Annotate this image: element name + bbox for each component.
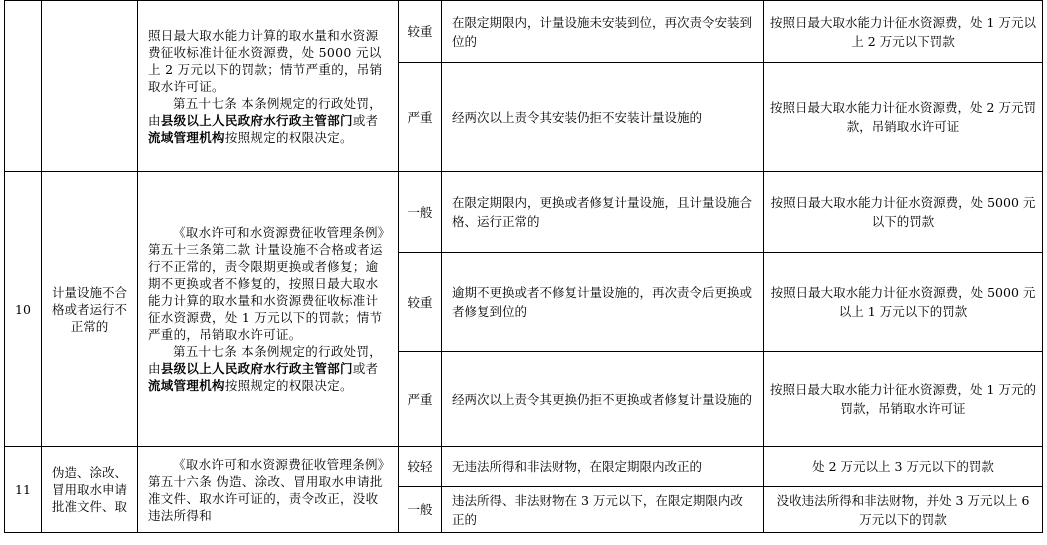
item-name-cell — [42, 1, 138, 172]
severity-level: 较轻 — [399, 447, 442, 487]
table-row — [5, 1, 1043, 63]
basis-paragraph: 照日最大取水能力计算的取水量和水资源费征收标准计征水资源费，处 5000 元以上 2 万元以下的罚款；情节严重的，吊销取水许可证。 — [148, 27, 383, 94]
penalty-standard: 按照日最大取水能力计征水资源费，处 1 万元以上 2 万元以下罚款 — [764, 1, 1043, 63]
basis-paragraph-authority — [148, 343, 391, 394]
severity-level: 一般 — [399, 487, 442, 533]
item-number: 10 — [5, 172, 42, 447]
violation-situation: 经两次以上责令其安装仍拒不安装计量设施的 — [442, 63, 764, 172]
basis-bold-text: 流域管理机构 — [148, 378, 225, 393]
legal-basis-cell — [138, 1, 399, 172]
item-number-cell — [5, 1, 42, 172]
basis-text: 第五十七条 本条例规定的行政处罚，由 — [148, 344, 383, 376]
basis-paragraph: 《取水许可和水资源费征收管理条例》第五十三条第二款 计量设施不合格或者运行不正常的，责令限期更换或者修复；逾期不更换或者不修复的，按照日最大取水能力计算的取水量和水资源费征收标准计征水资源费，处 1 万元以下的罚款；情节严重的，吊销取水许可证。 — [148, 225, 391, 342]
item-name: 伪造、涂改、冒用取水申请批准文件、取 — [42, 447, 138, 533]
basis-paragraph-authority — [148, 95, 391, 146]
penalty-standard-table — [4, 0, 1043, 533]
basis-paragraph: 《取水许可和水资源费征收管理条例》第五十六条 伪造、涂改、冒用取水申请批准文件、取水许可证的，责令改正，没收违法所得和 — [148, 456, 391, 523]
basis-text: 或者 — [352, 361, 379, 376]
basis-bold-text: 流域管理机构 — [148, 129, 225, 145]
severity-level: 严重 — [399, 63, 442, 172]
penalty-standard: 按照日最大取水能力计征水资源费，处 2 万元罚款，吊销取水许可证 — [764, 63, 1043, 172]
penalty-standard: 没收违法所得和非法财物，并处 3 万元以上 6 万元以下的罚款 — [764, 487, 1043, 533]
table-row — [5, 447, 1043, 487]
severity-level: 一般 — [399, 172, 442, 253]
severity-level: 较重 — [399, 1, 442, 63]
basis-bold-text: 县级以上人民政府水行政主管部门 — [160, 112, 353, 128]
basis-text: 按照规定的权限决定。 — [224, 129, 353, 145]
penalty-standard: 处 2 万元以上 3 万元以下的罚款 — [764, 447, 1043, 487]
legal-basis-cell — [138, 447, 399, 533]
basis-bold-text: 县级以上人民政府水行政主管部门 — [160, 361, 353, 376]
basis-text: 第五十七条 本条例规定的行政处罚，由 — [148, 95, 383, 128]
basis-text: 按照规定的权限决定。 — [224, 378, 353, 393]
violation-situation: 违法所得、非法财物在 3 万元以下，在限定期限内改正的 — [442, 487, 764, 533]
violation-situation: 经两次以上责令其更换仍拒不更换或者修复计量设施的 — [442, 352, 764, 447]
penalty-standard: 按照日最大取水能力计征水资源费，处 5000 元以下的罚款 — [764, 172, 1043, 253]
penalty-standard: 按照日最大取水能力计征水资源费，处 1 万元的罚款，吊销取水许可证 — [764, 352, 1043, 447]
severity-level: 较重 — [399, 253, 442, 352]
item-number: 11 — [5, 447, 42, 533]
violation-situation: 在限定期限内，计量设施未安装到位，再次责令安装到位的 — [442, 1, 764, 63]
basis-text: 或者 — [352, 112, 379, 128]
table-row — [5, 172, 1043, 253]
violation-situation: 逾期不更换或者不修复计量设施的，再次责令后更换或者修复到位的 — [442, 253, 764, 352]
violation-situation: 无违法所得和非法财物，在限定期限内改正的 — [442, 447, 764, 487]
violation-situation: 在限定期限内，更换或者修复计量设施，且计量设施合格、运行正常的 — [442, 172, 764, 253]
penalty-standard: 按照日最大取水能力计征水资源费，处 5000 元以上 1 万元以下的罚款 — [764, 253, 1043, 352]
legal-basis-cell — [138, 172, 399, 447]
severity-level: 严重 — [399, 352, 442, 447]
item-name: 计量设施不合格或者运行不正常的 — [42, 172, 138, 447]
